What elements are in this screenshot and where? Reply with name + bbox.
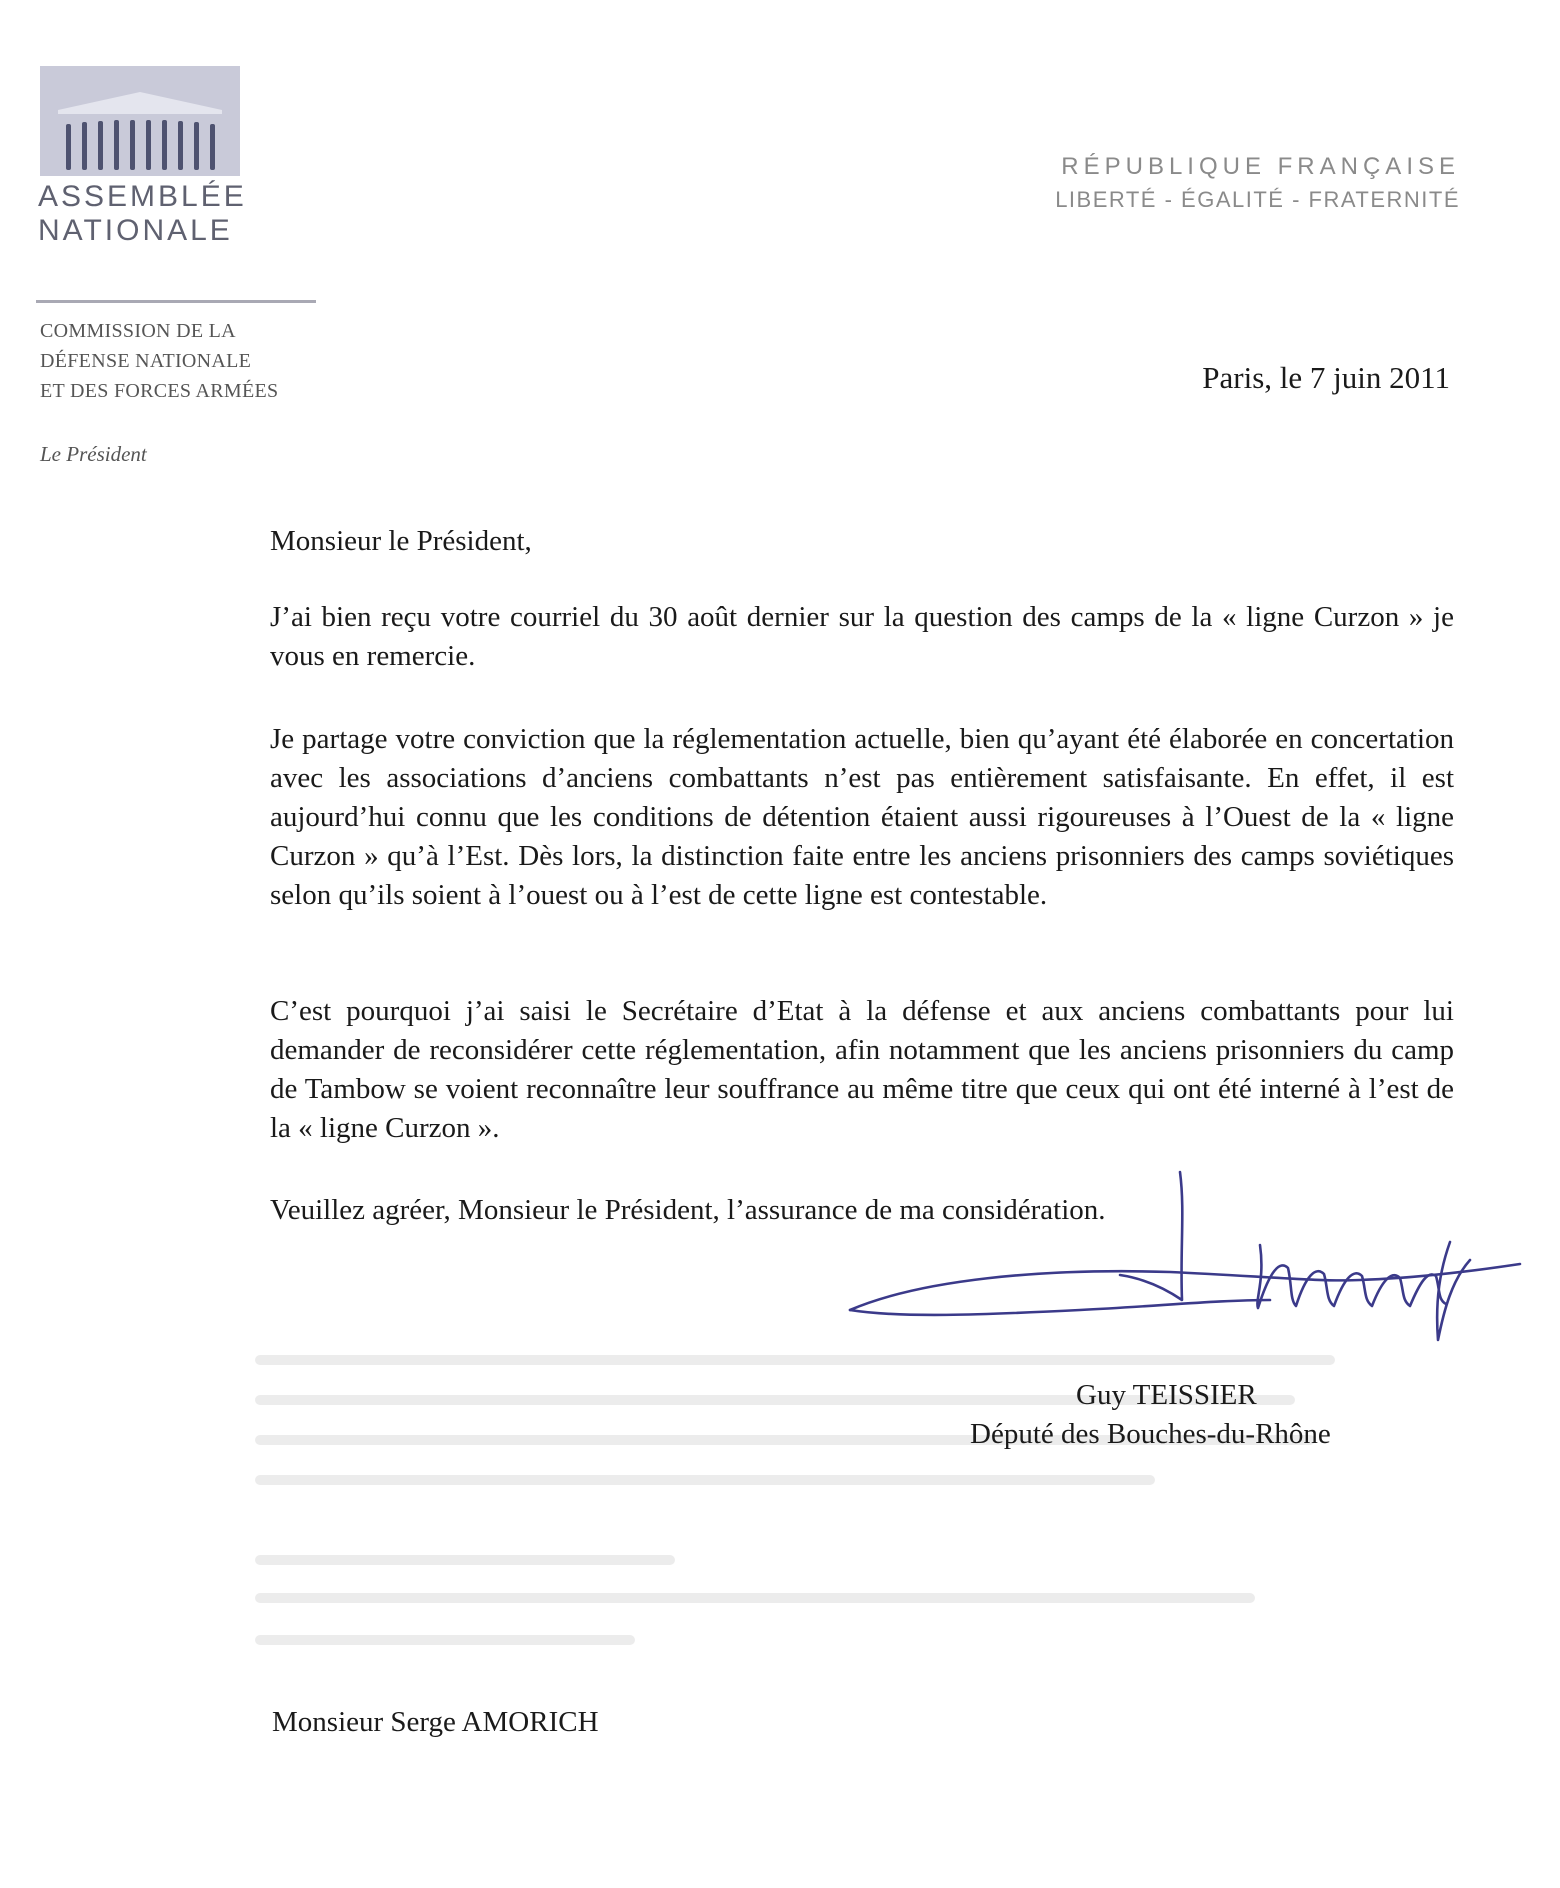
paragraph-1: J’ai bien reçu votre courriel du 30 août dernier sur la question des camps de la « ligne Curzon » je vous en remercie. xyxy=(270,601,1454,672)
letterhead-divider xyxy=(36,300,316,303)
paragraph-2: Je partage votre conviction que la réglementation actuelle, bien qu’ayant été élaborée en concertation avec les associations d’anciens combattants n’est pas entièrement satisfaisante. En effet, il est aujourd’hui connu que les conditions de détention étaient aussi rigoureuses à l’Ouest de la « ligne Curzon » qu’à l’Est. Dès lors, la distinction faite entre les anciens prisonniers des camps soviétiques selon qu’ils soient à l’ouest ou à l’est de cette ligne est contestable. xyxy=(270,723,1454,911)
signatory-name: Guy TEISSIER xyxy=(1076,1379,1257,1411)
paragraph-3: C’est pourquoi j’ai saisi le Secrétaire d’Etat à la défense et aux anciens combattants pour lui demander de reconsidérer cette réglementation, afin notamment que les anciens prisonniers du camp de Tambow se voient reconnaître leur souffrance au même titre que ceux qui ont été interné à l’est de la « ligne Curzon ». xyxy=(270,995,1454,1144)
logo-line-1: ASSEMBLÉE xyxy=(38,180,247,213)
letter-date: Paris, le 7 juin 2011 xyxy=(1202,360,1450,395)
logo-line-2: NATIONALE xyxy=(38,214,233,247)
republic-header xyxy=(1055,150,1460,216)
commission-line-1: COMMISSION DE LA xyxy=(40,320,236,342)
republic-title: RÉPUBLIQUE FRANÇAISE xyxy=(1061,153,1460,180)
salutation: Monsieur le Président, xyxy=(270,525,532,557)
closing: Veuillez agréer, Monsieur le Président, l’assurance de ma considération. xyxy=(270,1194,1106,1226)
logo-wordmark xyxy=(38,180,247,248)
handwritten-signature xyxy=(840,1160,1540,1350)
recipient-name: Monsieur Serge AMORICH xyxy=(272,1706,599,1738)
signatory-title: Député des Bouches-du-Rhône xyxy=(970,1418,1331,1450)
commission-line-2: DÉFENSE NATIONALE xyxy=(40,350,252,372)
commission-block xyxy=(40,316,278,406)
palais-bourbon-icon xyxy=(40,66,240,176)
assemblee-logo xyxy=(40,66,240,176)
republic-motto: LIBERTÉ - ÉGALITÉ - FRATERNITÉ xyxy=(1055,187,1460,212)
role-label: Le Président xyxy=(40,442,147,466)
commission-line-3: ET DES FORCES ARMÉES xyxy=(40,380,279,402)
